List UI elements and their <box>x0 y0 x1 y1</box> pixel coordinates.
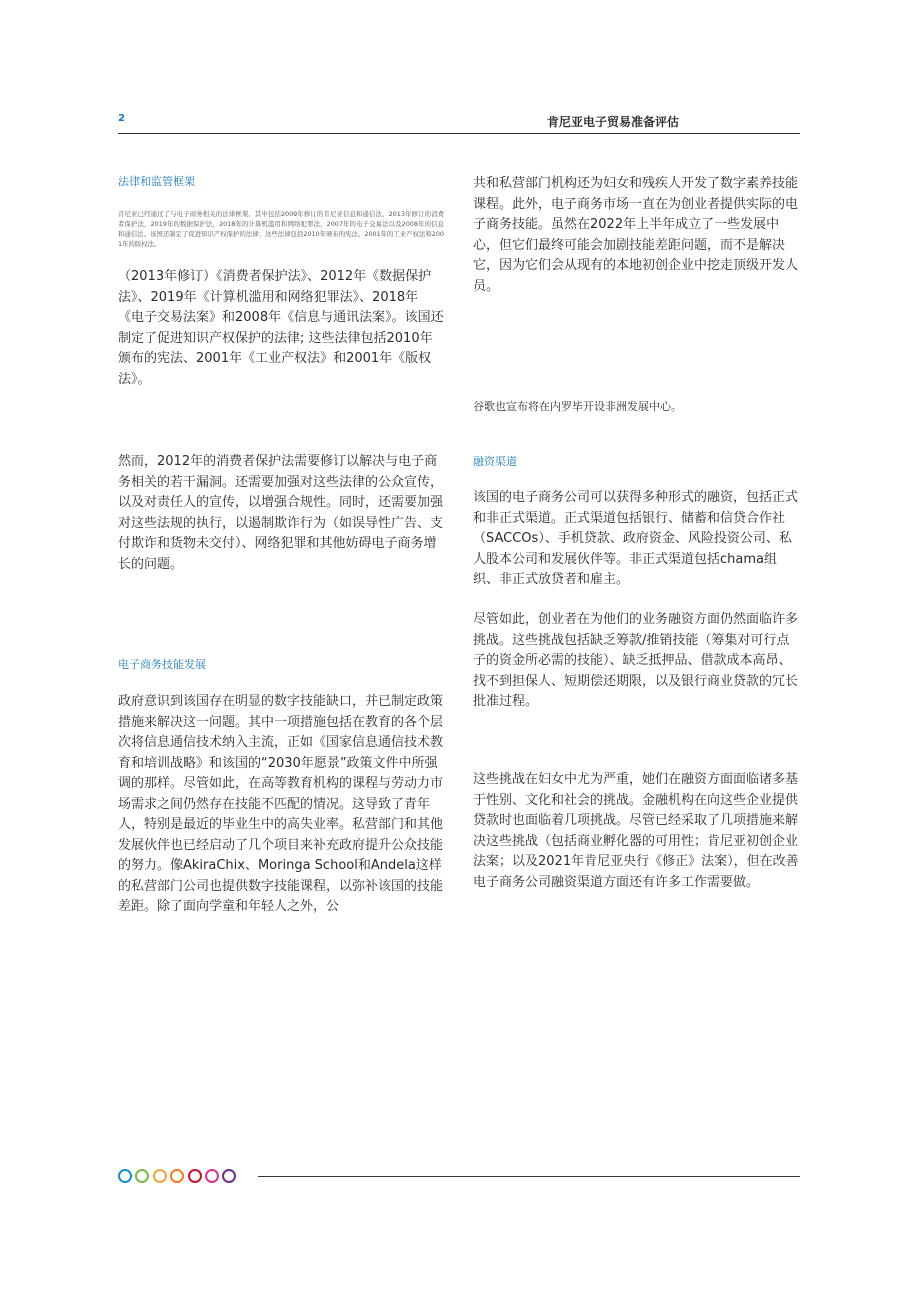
footer-rule <box>258 1176 800 1177</box>
finance-challenges-paragraph: 尽管如此，创业者在为他们的业务融资方面仍然面临许多挑战。这些挑战包括缺乏筹款/推销技能（筹集对可行点子的资金所必需的技能）、缺乏抵押品、借款成本高昂、找不到担保人、短期偿还期限，以及银行商业贷款的冗长批准过程。 <box>473 612 799 709</box>
footer-dot <box>205 1169 219 1183</box>
footer-dot <box>188 1169 202 1183</box>
footer-dot <box>135 1169 149 1183</box>
footer-dot <box>170 1169 184 1183</box>
skills-continued-paragraph: 共和私营部门机构还为妇女和残疾人开发了数字素养技能课程。此外，电子商务市场一直在为创业者提供实际的电子商务技能。虽然在2022年上半年成立了一些发展中心，但它们最终可能会加剧技能差距问题，而不是解决它，因为它们会从现有的本地初创企业中挖走顶级开发人员。 <box>473 176 799 294</box>
footer-dot <box>222 1169 236 1183</box>
legal-framework-heading: 法律和监管框架 <box>118 175 195 188</box>
skills-development-heading: 电子商务技能发展 <box>118 658 206 671</box>
finance-channels-heading: 融资渠道 <box>473 455 517 468</box>
consumer-protection-paragraph: 然而，2012年的消费者保护法需要修订以解决与电子商务相关的若干漏洞。还需要加强对这些法律的公众宣传，以及对责任人的宣传，以增强合规性。同时，还需要加强对这些法规的执行，以遏制欺诈行为（如误导性广告、支付欺诈和货物未交付）、网络犯罪和其他妨碍电子商务增长的问题。 <box>118 454 444 572</box>
google-note: 谷歌也宣布将在内罗毕开设非洲发展中心。 <box>473 400 682 413</box>
running-title: 肯尼亚电子贸易准备评估 <box>546 115 679 129</box>
footer-dots <box>118 1169 240 1183</box>
footer <box>118 1169 800 1185</box>
skills-development-paragraph: 政府意识到该国存在明显的数字技能缺口，并已制定政策措施来解决这一问题。其中一项措施包括在教育的各个层次将信息通信技术纳入主流，正如《国家信息通信技术教育和培训战略》和该国的“2030年愿景”政策文件中所强调的那样。尽管如此，在高等教育机构的课程与劳动力市场需求之间仍然存在技能不匹配的情况。这导致了青年人，特别是最近的毕业生中的高失业率。私营部门和其他发展伙伴也已经启动了几个项目来补充政府提升公众技能的努力。像AkiraChix、Moringa School和Andela这样的私营部门公司也提供数字技能课程，以弥补该国的技能差距。除了面向学童和年轻人之外，公 <box>118 694 444 914</box>
legal-framework-fine-print: 肯尼亚已经通过了与电子商务相关的法律框架。其中包括2009年修订的肯尼亚信息和通信法，2013年修订的消费者保护法，2019年的数据保护法，2018年的计算机滥用和网络犯罪法，2007年的电子交易法以及2008年的信息和通信法。该国还制定了促进知识产权保护的法律；这些法律包括2010年颁布的宪法、2001年的工业产权法和2001年的版权法。 <box>118 210 444 248</box>
header-rule <box>118 133 800 134</box>
page-number: 2 <box>118 113 125 124</box>
finance-channels-paragraph: 该国的电子商务公司可以获得多种形式的融资，包括正式和非正式渠道。正式渠道包括银行、储蓄和信贷合作社（SACCOs）、手机贷款、政府资金、风险投资公司、私人股本公司和发展伙伴等。非正式渠道包括chama组织、非正式放贷者和雇主。 <box>473 490 799 587</box>
footer-dot <box>153 1169 167 1183</box>
women-challenges-paragraph: 这些挑战在妇女中尤为严重，她们在融资方面面临诸多基于性别、文化和社会的挑战。金融机构在向这些企业提供贷款时也面临着几项挑战。尽管已经采取了几项措施来解决这些挑战（包括商业孵化器的可用性；肯尼亚初创企业法案；以及2021年肯尼亚央行《修正》法案），但在改善电子商务公司融资渠道方面还有许多工作需要做。 <box>473 772 799 890</box>
footer-dot <box>118 1169 132 1183</box>
legal-framework-paragraph: （2013年修订）《消费者保护法》、2012年《数据保护法》、2019年《计算机滥用和网络犯罪法》、2018年《电子交易法案》和2008年《信息与通讯法案》。该国还制定了促进知识产权保护的法律; 这些法律包括2010年颁布的宪法、2001年《工业产权法》和2001年《版权法》。 <box>118 269 444 387</box>
